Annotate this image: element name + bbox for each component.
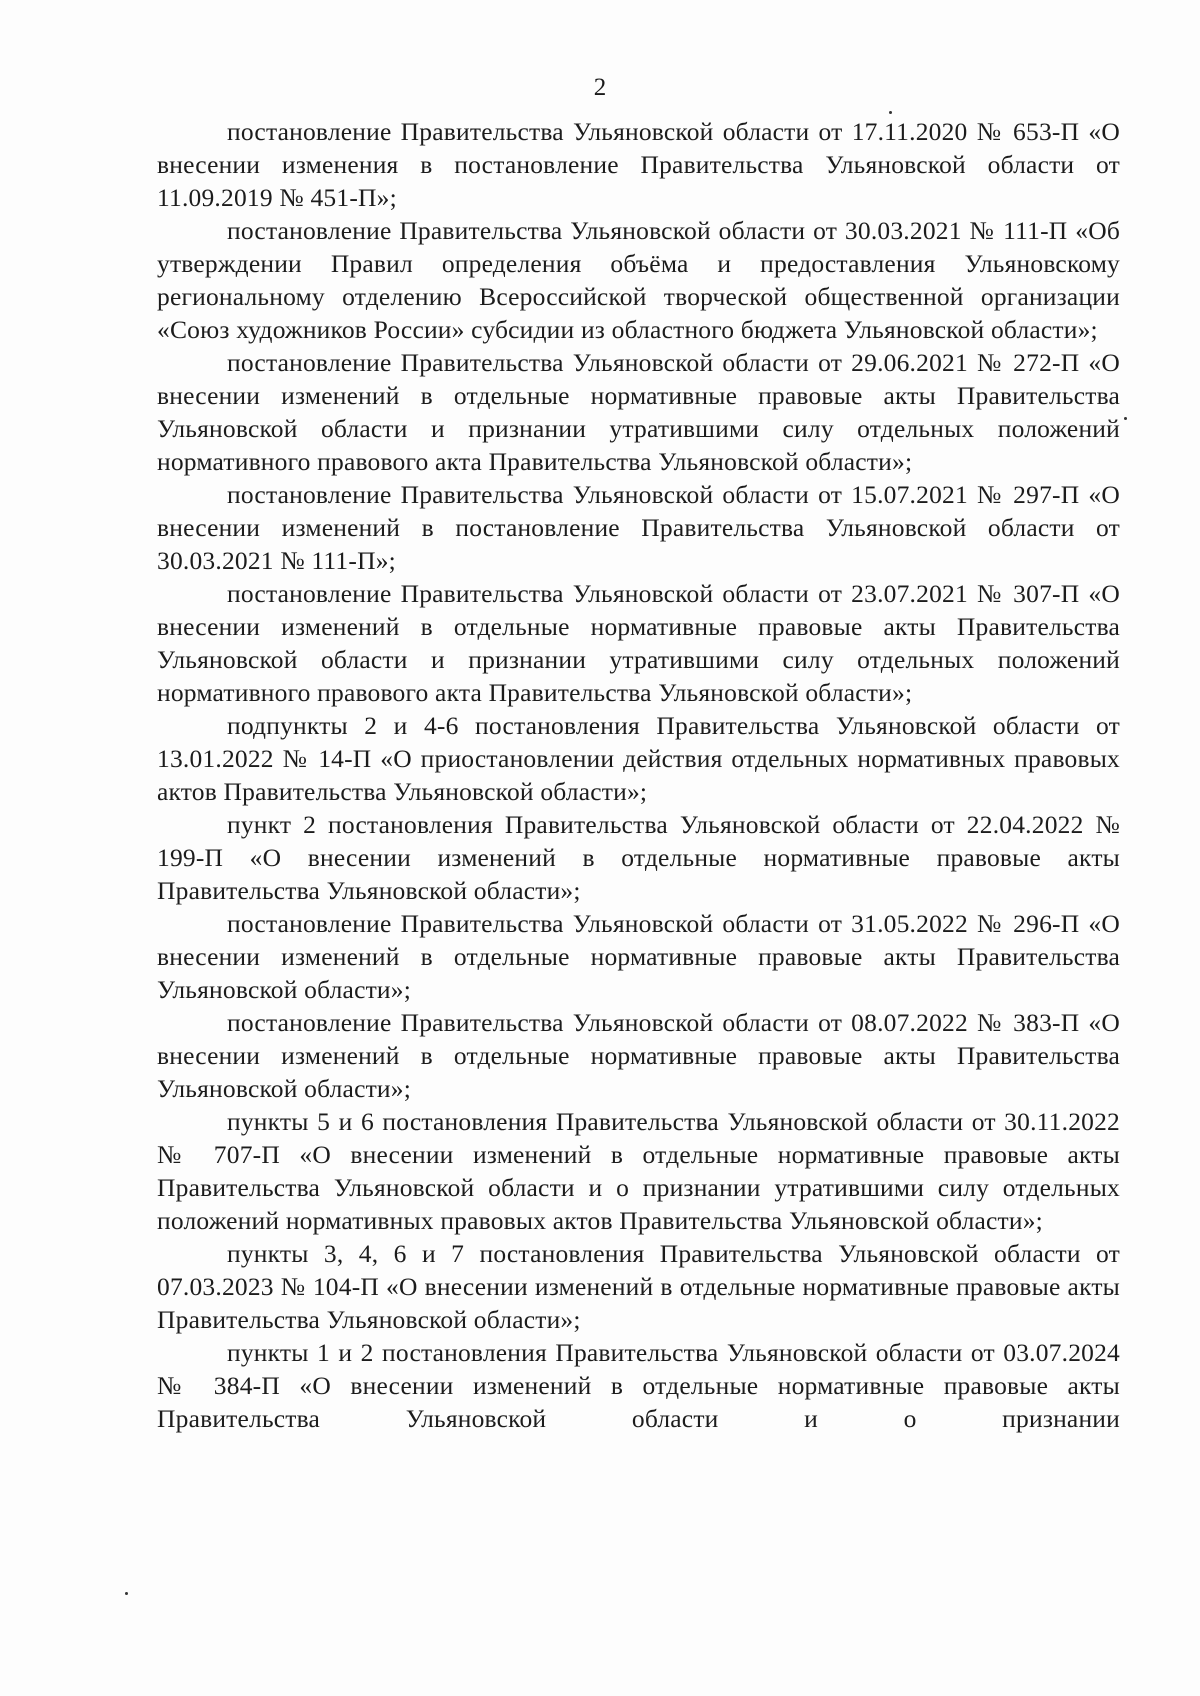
scan-speck — [889, 111, 892, 114]
paragraph: постановление Правительства Ульяновской области от 15.07.2021 № 297-П «О внесении изменений в постановление Правительства Ульяновской области от 30.03.2021 № 111-П»; — [157, 480, 1120, 575]
paragraph: постановление Правительства Ульяновской области от 23.07.2021 № 307-П «О внесении изменений в отдельные нормативные правовые акты Правительства Ульяновской области и признании утратившими силу отдельных положений нормативного правового акта Правительства Ульяновской области»; — [157, 579, 1120, 707]
paragraph: постановление Правительства Ульяновской области от 08.07.2022 № 383-П «О внесении изменений в отдельные нормативные правовые акты Правительства Ульяновской области»; — [157, 1008, 1120, 1103]
paragraph: пункты 1 и 2 постановления Правительства Ульяновской области от 03.07.2024 № 384-П «О внесении изменений в отдельные нормативные правовые акты Правительства Ульяновской области и о признании — [157, 1338, 1120, 1433]
paragraph: пункты 3, 4, 6 и 7 постановления Правительства Ульяновской области от 07.03.2023 № 104-П «О внесении изменений в отдельные нормативные правовые акты Правительства Ульяновской области»; — [157, 1239, 1120, 1334]
paragraph: постановление Правительства Ульяновской области от 29.06.2021 № 272-П «О внесении изменений в отдельные нормативные правовые акты Правительства Ульяновской области и признании утратившими силу отдельных положений нормативного правового акта Правительства Ульяновской области»; — [157, 348, 1120, 476]
paragraph: постановление Правительства Ульяновской области от 30.03.2021 № 111-П «Об утверждении Правил определения объёма и предоставления Ульяновскому региональному отделению Всероссийской творческой общественной организации «Союз художников России» субсидии из областного бюджета Ульяновской области»; — [157, 216, 1120, 344]
paragraph: постановление Правительства Ульяновской области от 17.11.2020 № 653-П «О внесении изменения в постановление Правительства Ульяновской области от 11.09.2019 № 451-П»; — [157, 117, 1120, 212]
page-number: 2 — [593, 74, 607, 101]
paragraph: подпункты 2 и 4-6 постановления Правительства Ульяновской области от 13.01.2022 № 14-П «О приостановлении действия отдельных нормативных правовых актов Правительства Ульяновской области»; — [157, 711, 1120, 806]
scan-speck — [1124, 417, 1127, 420]
paragraph: пункты 5 и 6 постановления Правительства Ульяновской области от 30.11.2022 № 707-П «О внесении изменений в отдельные нормативные правовые акты Правительства Ульяновской области и о признании утратившими силу отдельных положений нормативных правовых актов Правительства Ульяновской области»; — [157, 1107, 1120, 1235]
paragraph: постановление Правительства Ульяновской области от 31.05.2022 № 296-П «О внесении изменений в отдельные нормативные правовые акты Правительства Ульяновской области»; — [157, 909, 1120, 1004]
document-body — [157, 115, 1120, 1435]
paragraph: пункт 2 постановления Правительства Ульяновской области от 22.04.2022 № 199-П «О внесении изменений в отдельные нормативные правовые акты Правительства Ульяновской области»; — [157, 810, 1120, 905]
scan-speck — [125, 1592, 128, 1595]
